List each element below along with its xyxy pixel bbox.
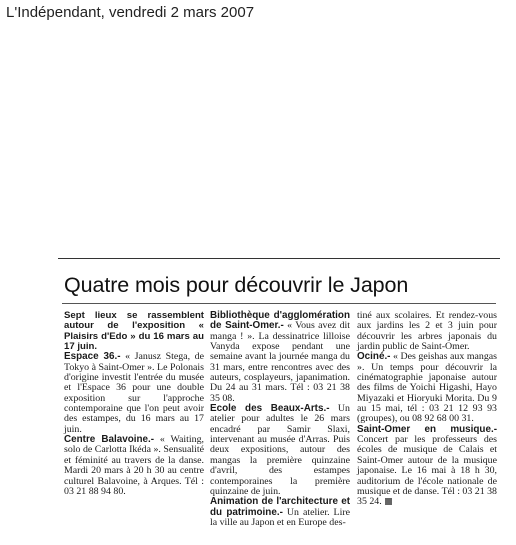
paragraph-ocine [357, 352, 497, 424]
paragraph-architecture [210, 497, 350, 528]
paragraph-centre-balavoine [64, 435, 204, 497]
paragraph-body: Un atelier. Lire la ville au Japon et en Europe des- [210, 506, 350, 528]
paragraph-heading: Saint-Omer en musique.- [357, 423, 497, 435]
article-column-2 [210, 311, 350, 528]
paragraph-heading: Ociné.- [357, 351, 391, 363]
paragraph-heading: Espace 36.- [64, 351, 121, 363]
paragraph-heading: Ecole des Beaux-Arts.- [210, 403, 330, 415]
article-headline: Quatre mois pour découvrir le Japon [64, 273, 409, 297]
paragraph-continuation [357, 311, 497, 352]
paragraph-body: tiné aux scolaires. Et rendez-vous aux jardins les 2 et 3 juin pour découvrir les arbres japonais du jardin public de Saint-Omer. [357, 310, 497, 353]
paragraph-espace-36 [64, 352, 204, 435]
paragraph-body: Concert par les professeurs des écoles de musique de Calais et Saint-Omer autour de la musique japonaise. Le 16 mai à 18 h 30, auditorium de l'école nationale de musique et de danse. Tél : 03 21 38 35 24. [357, 434, 497, 508]
paragraph-heading: Bibliothèque d'agglomération de Saint-Omer.- [210, 310, 350, 332]
paragraph-body: Un atelier pour adultes le 26 mars encadré par Samir Slaxi, intervenant au musée d'Arras. Puis deux expositions, autour des mangas la première quinzaine d'avril, des estampes contemporaines la première quinzaine de juin. [210, 403, 350, 497]
end-of-article-mark [385, 498, 392, 505]
clipping-caption: L'Indépendant, vendredi 2 mars 2007 [6, 4, 255, 21]
paragraph-body: « Waiting, solo de Carlotta Ikéda ». Sensualité et féminité au travers de la danse. Mardi 20 mars à 20 h 30 au centre culturel Balavoine, à Arques. Tél : 03 21 88 94 80. [64, 434, 204, 497]
paragraph-body: « Janusz Stega, de Tokyo à Saint-Omer ». Le Polonais d'origine investit l'entrée du musée et l'Espace 36 pour une double exposition sur l'approche contemporaine que l'on peut avoir des estampes, du 16 mars au 17 juin. [64, 351, 204, 435]
paragraph-beaux-arts [210, 404, 350, 497]
paragraph-bibliotheque [210, 311, 350, 404]
headline-rule [62, 303, 496, 304]
paragraph-body: « Des geishas aux mangas ». Un temps pour découvrir la cinématographie japonaise autour des films de Yoichi Higashi, Hayo Miyazaki et Hioryuki Morita. Du 9 au 15 mai, tél : 03 21 12 93 93 (groupes), ou 08 92 68 00 31. [357, 351, 497, 425]
newspaper-clipping [58, 258, 500, 537]
paragraph-body: « Vous avez dit manga ! ». La dessinatrice lilloise Vanyda expose pendant une semaine avant la journée manga du 31 mars, entre rencontres avec des auteurs, cosplayeurs, japanimation. Du 24 au 31 mars. Tél : 03 21 38 35 08. [210, 320, 350, 404]
paragraph-saint-omer-musique [357, 425, 497, 508]
article-lead: Sept lieux se rassemblent autour de l'exposition « Plaisirs d'Edo » du 16 mars au 17 juin. [64, 310, 204, 353]
paragraph-heading: Animation de l'architecture et du patrimoine.- [210, 496, 350, 518]
article-column-1 [64, 311, 204, 497]
article-column-3 [357, 311, 497, 508]
paragraph-heading: Centre Balavoine.- [64, 434, 155, 446]
